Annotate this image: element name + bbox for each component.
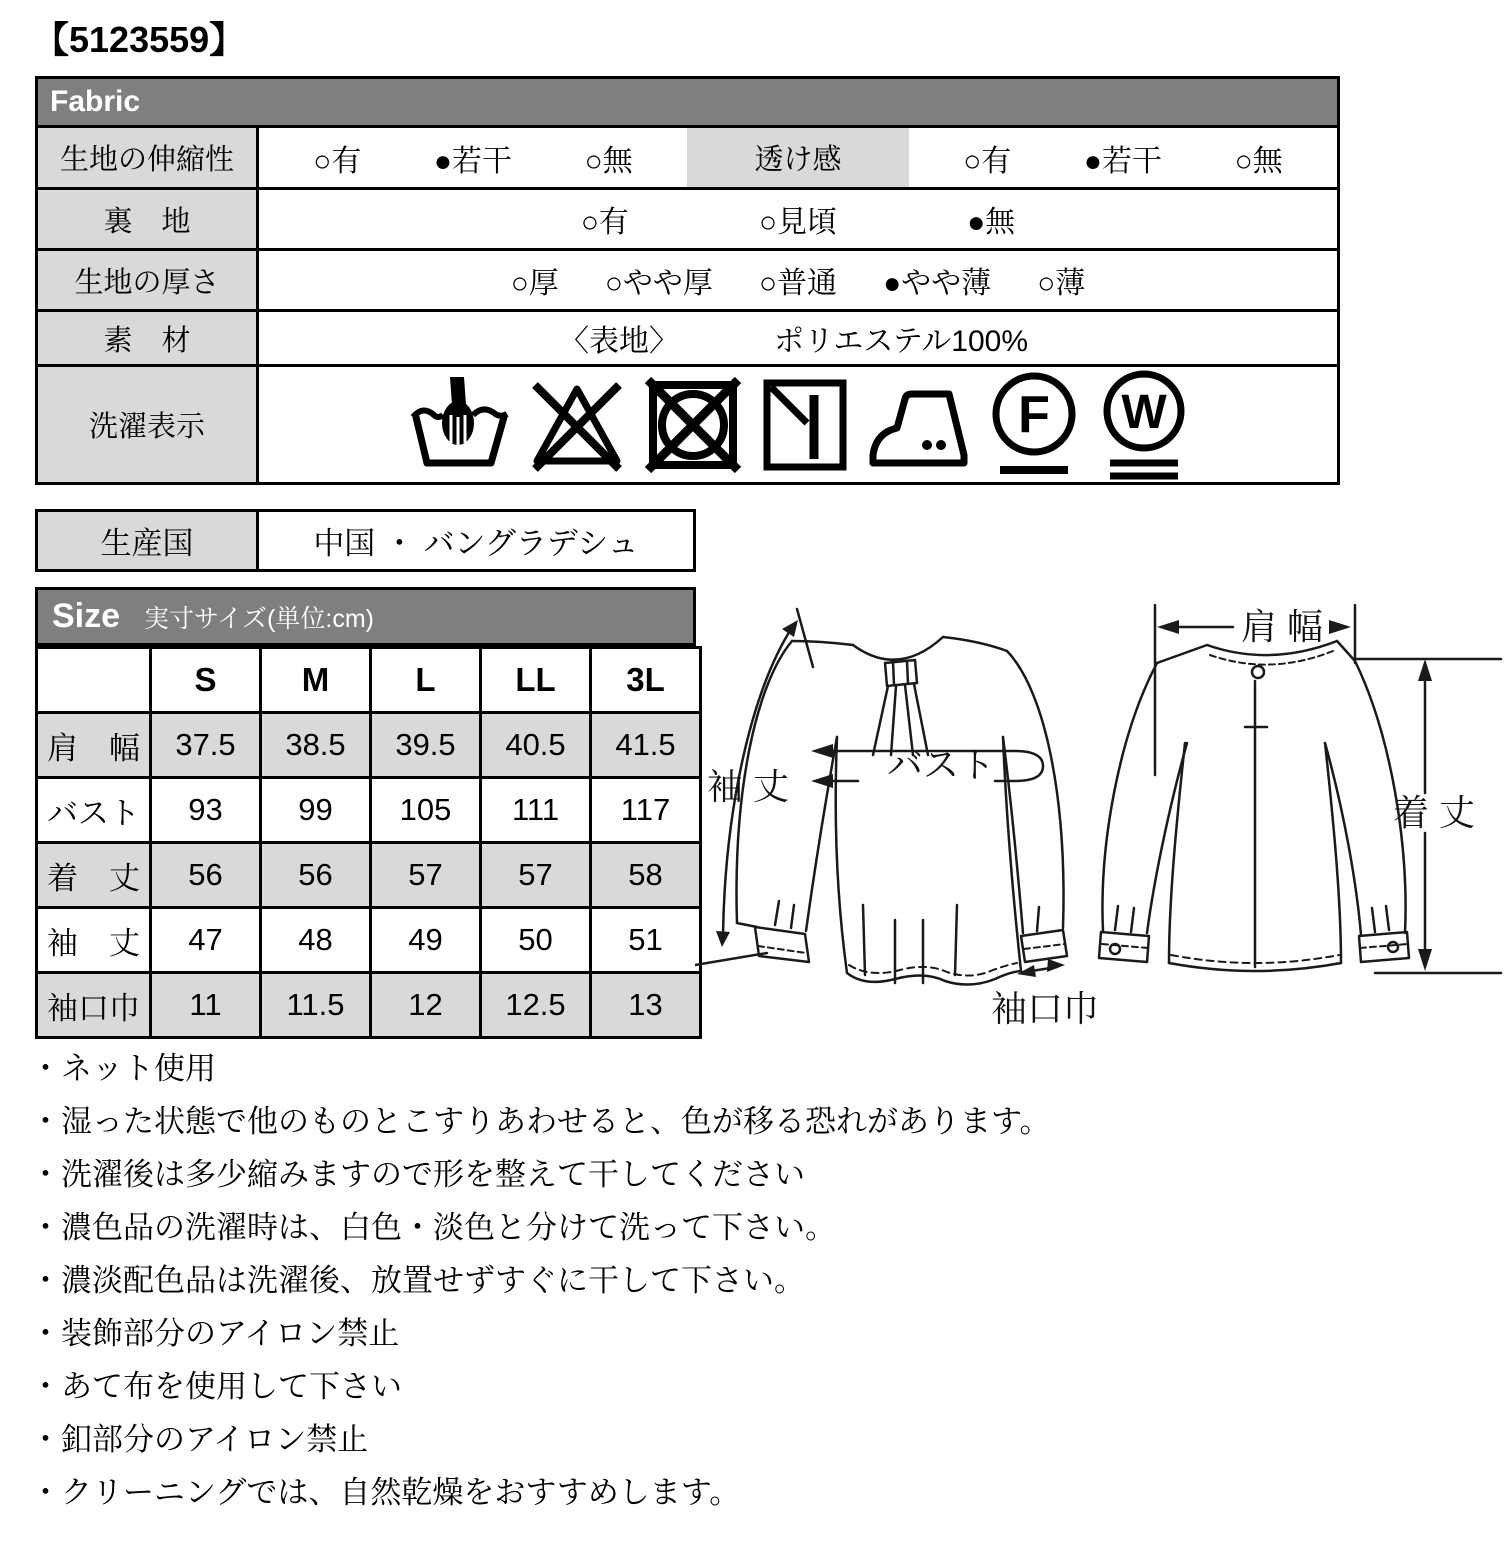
- material-label: 素 材: [38, 312, 259, 364]
- thickness-option: ○薄: [1037, 267, 1086, 300]
- size-value: 37.5: [149, 714, 259, 776]
- size-value: 105: [369, 779, 479, 841]
- lining-option: ○見頃: [758, 206, 838, 239]
- size-value: 38.5: [259, 714, 369, 776]
- hand-wash-icon: [407, 375, 511, 475]
- fabric-row-material: [38, 309, 1337, 364]
- care-label: 洗濯表示: [38, 367, 259, 482]
- care-note: ・濃色品の洗濯時は、白色・淡色と分けて洗って下さい。: [30, 1210, 836, 1245]
- care-note: ・洗濯後は多少縮みますので形を整えて干してください: [30, 1157, 805, 1192]
- lining-option: ○有: [580, 206, 629, 239]
- care-note: ・濃淡配色品は洗濯後、放置せずすぐに干して下さい。: [30, 1263, 805, 1298]
- size-value: 93: [149, 779, 259, 841]
- material-shell-label: 〈表地〉: [559, 325, 679, 358]
- thickness-option: ○やや厚: [604, 267, 713, 300]
- size-value: 12.5: [479, 974, 589, 1036]
- size-subtitle: 実寸サイズ(単位:cm): [144, 604, 374, 633]
- stretch-option: ○無: [584, 144, 633, 178]
- care-note: ・あて布を使用して下さい: [30, 1369, 402, 1404]
- size-row-label: 肩 幅: [38, 714, 149, 776]
- cuff-width-label: 袖口巾: [991, 988, 1100, 1029]
- size-title: Size: [52, 597, 121, 635]
- sheer-options: [909, 128, 1337, 187]
- size-value: 57: [479, 844, 589, 906]
- size-row-label: 袖 丈: [38, 909, 149, 971]
- care-note: ・湿った状態で他のものとこすりあわせると、色が移る恐れがあります。: [30, 1104, 1051, 1139]
- size-value: 117: [589, 779, 699, 841]
- care-note: ・装飾部分のアイロン禁止: [30, 1316, 400, 1351]
- size-value: 12: [369, 974, 479, 1036]
- size-value: 58: [589, 844, 699, 906]
- size-row-label: 袖口巾: [38, 974, 149, 1036]
- origin-label: 生産国: [38, 512, 259, 569]
- do-not-bleach-icon: [527, 375, 627, 475]
- sleeve-length-label: 袖 丈: [707, 766, 790, 807]
- lining-option-selected: ●無: [967, 206, 1016, 239]
- material-composition: ポリエステル100%: [774, 325, 1029, 358]
- size-value: 13: [589, 974, 699, 1036]
- lining-label: 裏 地: [38, 190, 259, 248]
- garment-measurement-diagram: [695, 575, 1506, 1060]
- thickness-option: ○普通: [758, 267, 838, 300]
- origin-value: 中国 ・ バングラデシュ: [313, 526, 639, 561]
- material-values: [259, 312, 1337, 364]
- lining-options: [259, 190, 1337, 248]
- thickness-options: [259, 251, 1337, 309]
- svg-text:W: W: [1121, 385, 1167, 439]
- stretch-option-selected: ●若干: [433, 144, 513, 178]
- bust-label: バスト: [887, 744, 996, 785]
- size-row-cuff: [38, 971, 699, 1036]
- thickness-option: ○厚: [510, 267, 559, 300]
- body-length-label: 着 丈: [1393, 792, 1476, 833]
- wet-clean-W-icon: [1097, 369, 1191, 481]
- sheer-option: ○有: [963, 144, 1012, 178]
- care-notes-list: [30, 1042, 1490, 1519]
- size-value: 40.5: [479, 714, 589, 776]
- size-value: 57: [369, 844, 479, 906]
- back-view-drawing: [1099, 605, 1501, 973]
- size-value: 50: [479, 909, 589, 971]
- svg-text:F: F: [1018, 385, 1050, 444]
- stretch-options: [259, 128, 687, 187]
- size-value: 99: [259, 779, 369, 841]
- size-value: 56: [259, 844, 369, 906]
- line-dry-in-shade-icon: [759, 375, 851, 475]
- size-section-header: [35, 587, 696, 646]
- care-note: ・釦部分のアイロン禁止: [30, 1422, 369, 1457]
- fabric-row-care: [38, 364, 1337, 482]
- thickness-label: 生地の厚さ: [38, 251, 259, 309]
- iron-medium-icon: [867, 375, 971, 475]
- sheer-label: 透け感: [687, 128, 909, 187]
- fabric-row-lining: [38, 187, 1337, 248]
- sheer-option: ○無: [1234, 144, 1283, 178]
- size-value: 49: [369, 909, 479, 971]
- size-col-header: 3L: [589, 649, 699, 711]
- size-value: 111: [479, 779, 589, 841]
- sheer-option-selected: ●若干: [1083, 144, 1163, 178]
- size-value: 56: [149, 844, 259, 906]
- size-row-bust: [38, 776, 699, 841]
- size-value: 47: [149, 909, 259, 971]
- fabric-row-thickness: [38, 248, 1337, 309]
- thickness-option-selected: ●やや薄: [883, 267, 992, 300]
- care-note: ・クリーニングでは、自然乾燥をおすすめします。: [30, 1475, 741, 1510]
- size-value: 51: [589, 909, 699, 971]
- size-value: 41.5: [589, 714, 699, 776]
- size-col-header: M: [259, 649, 369, 711]
- origin-table: [35, 509, 696, 572]
- size-table: [35, 646, 702, 1039]
- size-row-sleeve: [38, 906, 699, 971]
- care-note: ・ネット使用: [30, 1051, 216, 1086]
- size-value: 39.5: [369, 714, 479, 776]
- size-row-label: バスト: [38, 779, 149, 841]
- size-value: 11: [149, 974, 259, 1036]
- size-corner-cell: [38, 649, 149, 711]
- fabric-table-header: Fabric: [38, 79, 1337, 125]
- size-col-header: S: [149, 649, 259, 711]
- care-symbols: [259, 367, 1337, 482]
- stretch-label: 生地の伸縮性: [38, 128, 259, 187]
- shoulder-width-label: 肩 幅: [1241, 606, 1324, 647]
- stretch-option: ○有: [313, 144, 362, 178]
- size-col-header: LL: [479, 649, 589, 711]
- size-value: 11.5: [259, 974, 369, 1036]
- size-row-length: [38, 841, 699, 906]
- size-row-label: 着 丈: [38, 844, 149, 906]
- size-row-shoulder: [38, 711, 699, 776]
- do-not-tumble-dry-icon: [643, 375, 743, 475]
- size-table-header-row: [38, 649, 699, 711]
- size-value: 48: [259, 909, 369, 971]
- fabric-table: [35, 76, 1340, 485]
- product-code: 【5123559】: [33, 19, 246, 60]
- dry-clean-F-icon: [987, 370, 1081, 480]
- fabric-row-stretch: [38, 125, 1337, 187]
- size-col-header: L: [369, 649, 479, 711]
